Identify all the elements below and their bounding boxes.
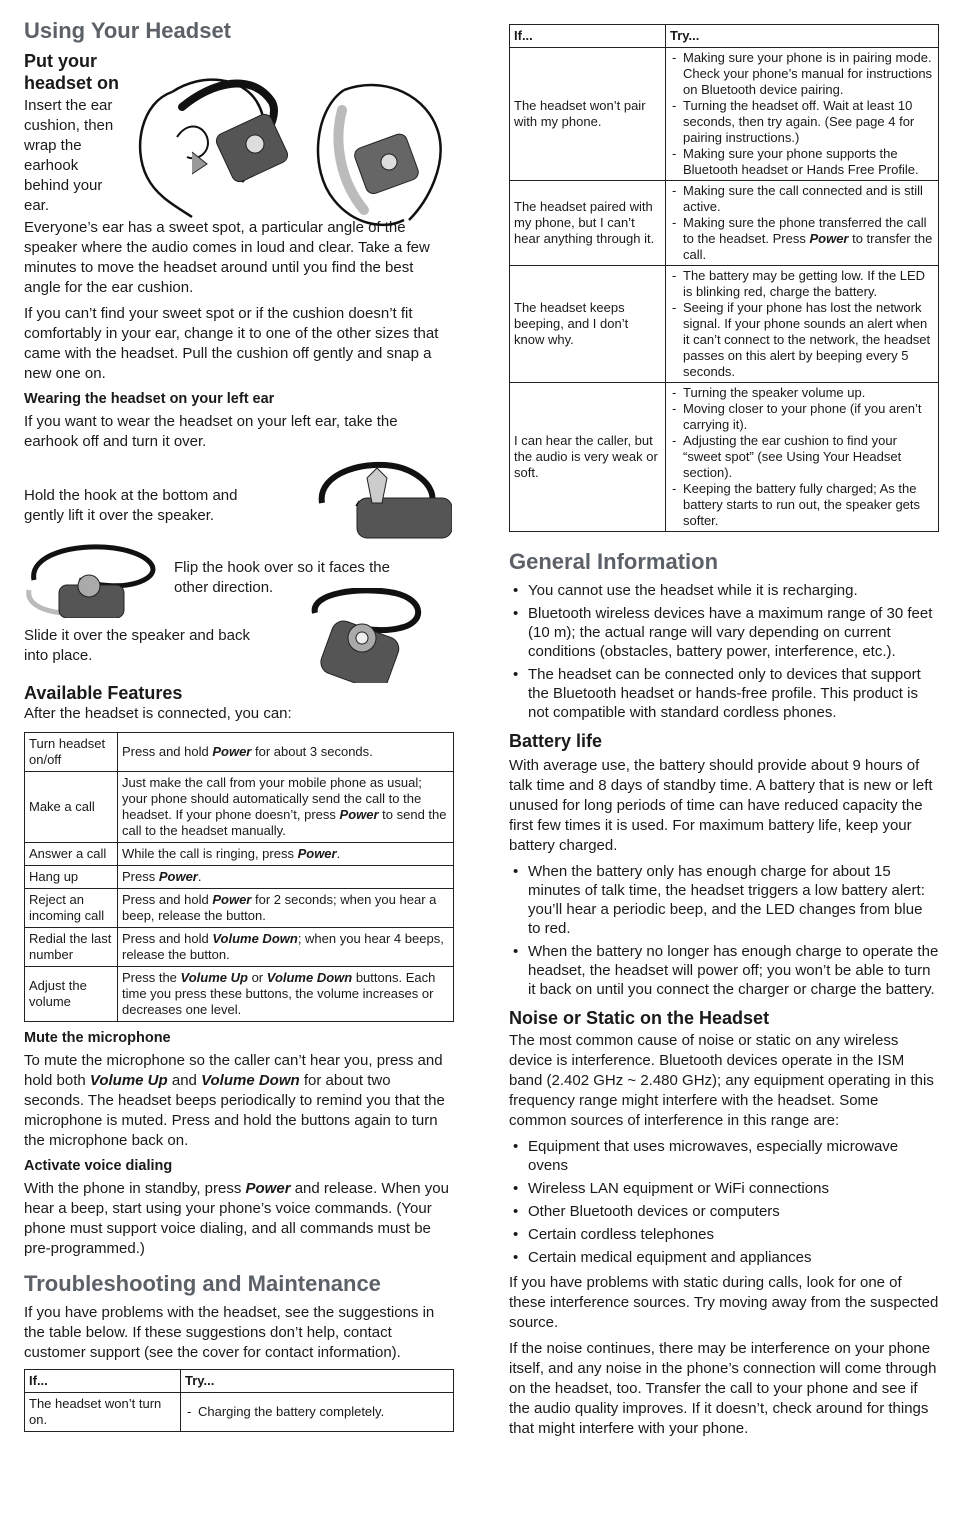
table-row bbox=[25, 772, 454, 843]
list-item: - Keeping the battery fully charged; As the battery starts to run out, the speaker gets softer. bbox=[670, 481, 934, 529]
ear-with-headset-front-image bbox=[132, 52, 292, 224]
table-cell-try bbox=[666, 266, 939, 383]
feature-action-cell: Answer a call bbox=[25, 843, 118, 866]
list-item: - Adjusting the ear cushion to find your “sweet spot” (see Using Your Headset section). bbox=[670, 433, 934, 481]
list-item: - Charging the battery completely. bbox=[185, 1404, 449, 1420]
section-title-using: Using Your Headset bbox=[24, 18, 232, 43]
feature-how-cell: Press and hold Power for about 3 seconds. bbox=[118, 733, 454, 772]
table-cell-if: The headset paired with my phone, but I can’t hear anything through it. bbox=[510, 181, 666, 266]
step-3-text: Slide it over the speaker and back into place. bbox=[24, 627, 250, 664]
troubleshooting-table-left bbox=[24, 1369, 454, 1432]
noise-title: Noise or Static on the Headset bbox=[509, 1008, 770, 1028]
mute-text: To mute the microphone so the caller can’t hear you, press and hold both Volume Up and Volume Down for about two seconds. The headset beeps periodically to remind you that the microphone is muted. Press and hold the buttons again to turn the microphone back on. bbox=[24, 1052, 445, 1149]
features-intro: After the headset is connected, you can: bbox=[24, 705, 292, 722]
list-item: • Equipment that uses microwaves, especially microwave ovens bbox=[509, 1137, 939, 1175]
table-row bbox=[25, 733, 454, 772]
feature-action-cell: Turn headset on/off bbox=[25, 733, 118, 772]
list-item: • When the battery no longer has enough charge to operate the headset, the headset will power off; you won’t be able to turn it back on until you connect the charger or charge the battery. bbox=[509, 942, 939, 999]
section-title-general: General Information bbox=[509, 549, 719, 574]
feature-action-cell: Hang up bbox=[25, 866, 118, 889]
feature-how-cell: Press the Volume Up or Volume Down buttons. Each time you press these buttons, the volume increases or decreases one level. bbox=[118, 967, 454, 1022]
noise-sources-list bbox=[509, 1137, 939, 1267]
put-on-text: Insert the ear cushion, then wrap the earhook behind your ear. bbox=[24, 97, 114, 214]
feature-action-cell: Adjust the volume bbox=[25, 967, 118, 1022]
left-ear-text: If you want to wear the headset on your left ear, take the earhook off and turn it over. bbox=[24, 413, 398, 450]
earhook-steps bbox=[24, 458, 454, 664]
list-item: - Making sure the call connected and is still active. bbox=[670, 183, 934, 215]
list-item: - Turning the headset off. Wait at least 10 seconds, then try again. (See page 4 for pairing instructions.) bbox=[670, 98, 934, 146]
list-item: • You cannot use the headset while it is recharging. bbox=[509, 581, 939, 600]
feature-action-cell: Reject an incoming call bbox=[25, 889, 118, 928]
list-item: - Making sure the phone transferred the call to the headset. Press Power to transfer the call. bbox=[670, 215, 934, 263]
list-item: - Making sure your phone supports the Bluetooth headset or Hands Free Profile. bbox=[670, 146, 934, 178]
left-column bbox=[24, 18, 454, 1432]
table-row bbox=[510, 48, 939, 181]
table-header-try: Try... bbox=[666, 25, 939, 48]
list-item: - Making sure your phone is in pairing mode. Check your phone’s manual for instructions on Bluetooth device pairing. bbox=[670, 50, 934, 98]
table-cell-try bbox=[666, 48, 939, 181]
feature-action-cell: Make a call bbox=[25, 772, 118, 843]
battery-list bbox=[509, 862, 939, 999]
feature-how-cell: Press and hold Power for 2 seconds; when you hear a beep, release the button. bbox=[118, 889, 454, 928]
table-cell-try bbox=[181, 1393, 454, 1432]
ear-with-headset-side-image bbox=[314, 80, 454, 230]
table-cell-if: I can hear the caller, but the audio is very weak or soft. bbox=[510, 383, 666, 532]
table-header-try: Try... bbox=[181, 1370, 454, 1393]
noise-text: The most common cause of noise or static on any wireless device is interference. Bluetooth devices operate in the ISM band (2.402 GHz ~ 2.480 GHz); any equipment operating in this frequency range might interfere with the headset. Some common sources of interference in this range are: bbox=[509, 1032, 934, 1129]
step-2-text: Flip the hook over so it faces the other direction. bbox=[174, 559, 390, 596]
table-row bbox=[510, 266, 939, 383]
sweet-spot-paragraph-2: If you can’t find your sweet spot or if the cushion doesn’t fit comfortably in your ear, change it to one of the other sizes that came with the headset. Pull the cushion off gently and snap a new one on. bbox=[24, 305, 439, 382]
mute-title: Mute the microphone bbox=[24, 1030, 171, 1046]
section-title-troubleshooting: Troubleshooting and Maintenance bbox=[24, 1271, 381, 1296]
list-item: - Moving closer to your phone (if you aren’t carrying it). bbox=[670, 401, 934, 433]
table-header-if: If... bbox=[510, 25, 666, 48]
hook-lift-image bbox=[312, 458, 452, 548]
list-item: • Wireless LAN equipment or WiFi connections bbox=[509, 1179, 939, 1198]
hook-flip-image bbox=[24, 540, 169, 618]
right-column bbox=[509, 24, 939, 1445]
list-item: - The battery may be getting low. If the LED is blinking red, charge the battery. bbox=[670, 268, 934, 300]
battery-title: Battery life bbox=[509, 731, 603, 751]
table-row bbox=[25, 889, 454, 928]
table-cell-try bbox=[666, 181, 939, 266]
noise-paragraph-3: If the noise continues, there may be interference on your phone itself, and any noise in the phone’s connection will come through on the headset, too. Transfer the call to your phone and see if the audio quality improves. If it doesn’t, check around for things that might interfere with your phone. bbox=[509, 1340, 937, 1437]
table-row bbox=[25, 843, 454, 866]
sweet-spot-paragraph-1: Everyone’s ear has a sweet spot, a particular angle of the speaker where the audio comes in loud and clear. Take a few minutes to move the headset around until you find the best angle for the ear cushion. bbox=[24, 219, 430, 296]
feature-how-cell: Press and hold Volume Down; when you hear 4 beeps, release the button. bbox=[118, 928, 454, 967]
troubleshooting-intro: If you have problems with the headset, see the suggestions in the table below. If these suggestions don’t help, contact customer support (see the cover for contact information). bbox=[24, 1304, 435, 1361]
table-row bbox=[25, 1393, 454, 1432]
feature-action-cell: Redial the last number bbox=[25, 928, 118, 967]
list-item: • When the battery only has enough charge for about 15 minutes of talk time, the headset triggers a low battery alert: you’ll hear a periodic beep, and the LED changes from blue to red. bbox=[509, 862, 939, 938]
table-cell-if: The headset won’t turn on. bbox=[25, 1393, 181, 1432]
list-item: • Other Bluetooth devices or computers bbox=[509, 1202, 939, 1221]
put-on-title: Put your headset on bbox=[24, 51, 120, 93]
general-info-list bbox=[509, 581, 939, 722]
troubleshooting-table-right bbox=[509, 24, 939, 532]
table-row bbox=[25, 928, 454, 967]
table-row bbox=[25, 866, 454, 889]
list-item: • Bluetooth wireless devices have a maximum range of 30 feet (10 m); the actual range will vary depending on current conditions (obstacles, battery power, interference, etc.). bbox=[509, 604, 939, 661]
table-cell-try bbox=[666, 383, 939, 532]
left-ear-title: Wearing the headset on your left ear bbox=[24, 391, 275, 407]
list-item: • The headset can be connected only to devices that support the Bluetooth headset or hands-free profile. This product is not compatible with standard cordless phones. bbox=[509, 665, 939, 722]
hook-slide-image bbox=[300, 588, 430, 683]
table-header-if: If... bbox=[25, 1370, 181, 1393]
put-on-block bbox=[24, 50, 454, 218]
feature-how-cell: While the call is ringing, press Power. bbox=[118, 843, 454, 866]
table-row bbox=[25, 967, 454, 1022]
table-cell-if: The headset won’t pair with my phone. bbox=[510, 48, 666, 181]
list-item: • Certain cordless telephones bbox=[509, 1225, 939, 1244]
feature-how-cell: Just make the call from your mobile phone as usual; your phone should automatically send the call to the headset. If your phone doesn’t, press Power to send the call to the headset manually. bbox=[118, 772, 454, 843]
step-1-text: Hold the hook at the bottom and gently lift it over the speaker. bbox=[24, 487, 238, 524]
noise-paragraph-2: If you have problems with static during calls, look for one of these interference sources. Try moving away from the suspected source. bbox=[509, 1274, 939, 1331]
voice-title: Activate voice dialing bbox=[24, 1158, 173, 1174]
feature-how-cell: Press Power. bbox=[118, 866, 454, 889]
table-row bbox=[510, 181, 939, 266]
battery-text: With average use, the battery should provide about 9 hours of talk time and 8 days of standby time. A battery that is new or left unused for long periods of time can have reduced capacity the first few times it is used. For maximum battery life, keep your battery charged. bbox=[509, 757, 933, 854]
list-item: - Turning the speaker volume up. bbox=[670, 385, 934, 401]
voice-text: With the phone in standby, press Power and release. When you hear a beep, start using your phone’s voice commands. (Your phone must support voice dialing, and all commands must be pre-programmed.) bbox=[24, 1180, 449, 1257]
list-item: - Seeing if your phone has lost the network signal. If your phone sounds an alert when it can’t connect to the network, the headset passes on this alert by beeping every 5 seconds. bbox=[670, 300, 934, 380]
list-item: • Certain medical equipment and appliances bbox=[509, 1248, 939, 1267]
features-title: Available Features bbox=[24, 683, 183, 703]
features-table bbox=[24, 732, 454, 1022]
table-cell-if: The headset keeps beeping, and I don’t know why. bbox=[510, 266, 666, 383]
table-row bbox=[510, 383, 939, 532]
